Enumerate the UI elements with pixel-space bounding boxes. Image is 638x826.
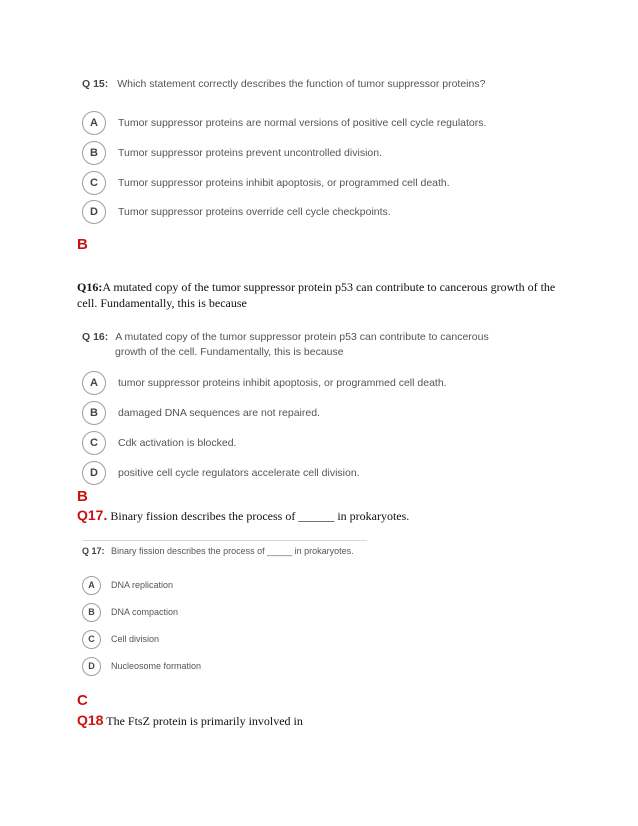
q15-option-d-text: Tumor suppressor proteins override cell cycle checkpoints. [118, 206, 391, 218]
q17-option-b-circle: B [82, 603, 101, 622]
q16-answer: B [77, 488, 88, 505]
q17-header-divider [82, 540, 367, 541]
q18-doc-line-text: The FtsZ protein is primarily involved in [103, 714, 303, 728]
q16-option-b[interactable] [82, 400, 320, 426]
q15-number: Q 15: [82, 78, 109, 90]
q16-question-line-2: growth of the cell. Fundamentally, this is because [115, 346, 344, 358]
q17-doc-text [77, 507, 409, 524]
q16-option-a-text: tumor suppressor proteins inhibit apoptosis, or programmed cell death. [118, 377, 447, 389]
q16-question-image [82, 330, 502, 490]
q16-number: Q 16: [82, 331, 109, 343]
q15-question-image [82, 78, 502, 228]
q17-option-a-text: DNA replication [111, 580, 174, 590]
q16-option-d-text: positive cell cycle regulators accelerate cell division. [118, 467, 360, 479]
q17-option-d-text: Nucleosome formation [111, 661, 202, 671]
q17-option-a[interactable] [82, 574, 173, 596]
q17-question-text: Binary fission describes the process of _____ in prokaryotes. [111, 546, 354, 556]
q17-option-c[interactable] [82, 628, 159, 650]
q15-option-c[interactable] [82, 170, 450, 196]
q16-option-b-circle: B [82, 401, 106, 425]
q16-option-b-text: damaged DNA sequences are not repaired. [118, 407, 320, 419]
q15-answer: B [77, 236, 88, 253]
q17-option-b[interactable] [82, 601, 178, 623]
q16-option-d-circle: D [82, 461, 106, 485]
q15-option-b[interactable] [82, 140, 382, 166]
q17-doc-line-text: Binary fission describes the process of ______ in prokaryotes. [107, 509, 410, 523]
q16-option-a[interactable] [82, 370, 447, 396]
q17-answer: C [77, 692, 88, 709]
q15-option-a[interactable] [82, 110, 486, 136]
q17-question-image [82, 546, 372, 681]
q15-option-a-circle: A [82, 111, 106, 135]
q17-header [82, 546, 354, 556]
q15-option-a-text: Tumor suppressor proteins are normal versions of positive cell cycle regulators. [118, 117, 487, 129]
q16-option-c-circle: C [82, 431, 106, 455]
q17-option-b-text: DNA compaction [111, 607, 179, 617]
q16-option-c-text: Cdk activation is blocked. [118, 437, 237, 449]
q16-question-line-1: A mutated copy of the tumor suppressor protein p53 can contribute to cancerous [115, 331, 489, 343]
q16-doc-line-1 [77, 279, 567, 295]
q17-option-c-circle: C [82, 630, 101, 649]
q15-option-b-circle: B [82, 141, 106, 165]
q15-option-d[interactable] [82, 199, 391, 225]
q17-doc-label: Q17. [77, 507, 108, 523]
q16-option-c[interactable] [82, 430, 236, 456]
q16-option-d[interactable] [82, 460, 360, 486]
q17-option-d[interactable] [82, 655, 201, 677]
q15-option-c-text: Tumor suppressor proteins inhibit apoptosis, or programmed cell death. [118, 177, 450, 189]
q15-question-text: Which statement correctly describes the function of tumor suppressor proteins? [117, 78, 486, 90]
q16-option-a-circle: A [82, 371, 106, 395]
q17-number: Q 17: [82, 546, 105, 556]
q18-doc-text [77, 712, 303, 729]
q15-header [82, 78, 485, 90]
q17-option-c-text: Cell division [111, 634, 160, 644]
q16-doc-label: Q16: [77, 280, 103, 294]
q17-option-d-circle: D [82, 657, 101, 676]
q15-option-b-text: Tumor suppressor proteins prevent uncontrolled division. [118, 147, 382, 159]
q15-option-c-circle: C [82, 171, 106, 195]
q16-doc-text [77, 279, 567, 311]
q16-header [82, 330, 489, 360]
q16-doc-line-2: cell. Fundamentally, this is because [77, 296, 247, 310]
q16-doc-line-1-text: A mutated copy of the tumor suppressor protein p53 can contribute to cancerous growth of the [102, 280, 556, 294]
q17-option-a-circle: A [82, 576, 101, 595]
q15-option-d-circle: D [82, 200, 106, 224]
q18-doc-label: Q18 [77, 712, 104, 728]
